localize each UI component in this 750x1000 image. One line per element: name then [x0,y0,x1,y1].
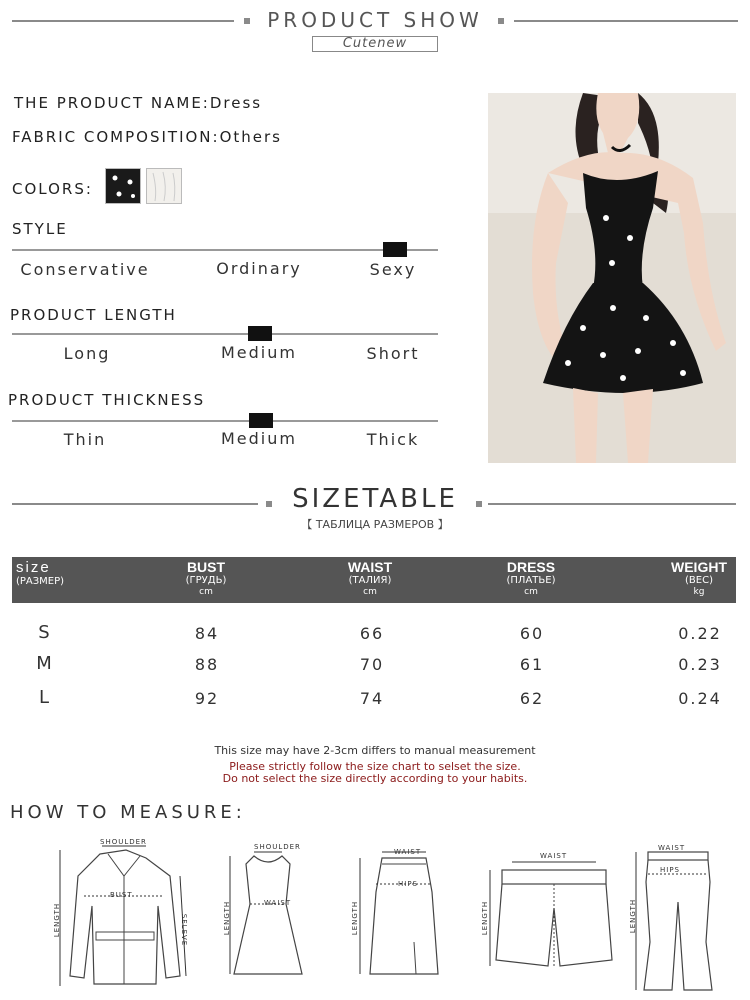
length-slider-knob[interactable] [248,326,272,341]
length-slider-track [12,333,438,335]
header-bust-sub: (ГРУДЬ) [185,575,227,586]
row-s-bust: 84 [194,624,220,643]
header-bust [156,559,256,597]
header-weight [649,559,749,597]
row-m-dress: 61 [519,655,545,674]
skirt-length-label: LENGTH [351,900,360,936]
sizetable-rule-right [488,503,736,505]
color-swatch-black[interactable] [105,168,141,204]
style-slider-knob[interactable] [383,242,407,257]
header-dress-name: DRESS [506,559,556,575]
row-m-waist: 70 [359,655,385,674]
header-rule-right [514,20,738,22]
product-photo [488,93,736,463]
jacket-bust-label: BUST [110,891,133,899]
row-s-weight: 0.22 [678,624,722,643]
header-weight-sub: (ВЕС) [685,575,713,586]
dress-waist-label: WAIST [264,899,292,907]
style-label: STYLE [12,220,68,238]
header-waist-sub: (ТАЛИЯ) [348,575,392,586]
thickness-option-thin: Thin [63,430,107,449]
header-waist [320,559,420,597]
trousers-measure-diagram [628,842,738,994]
length-option-medium: Medium [221,343,297,362]
shorts-outline-icon [478,848,618,978]
color-swatch-white[interactable] [146,168,182,204]
style-option-sexy: Sexy [369,260,417,279]
brand-label: Cutenew [312,36,438,52]
skirt-outline-icon [344,842,454,992]
note-measurement: This size may have 2-3cm differs to manual measurement [214,744,536,757]
header-dress [481,559,581,597]
header-bust-name: BUST [186,559,226,575]
flower-print-icon [106,169,140,203]
style-option-conservative: Conservative [20,260,150,279]
row-m-weight: 0.23 [678,655,722,674]
jacket-shoulder-label: SHOULDER [100,838,147,846]
row-m-bust: 88 [194,655,220,674]
row-l-dress: 62 [519,689,545,708]
header-dress-unit: cm [524,587,538,597]
row-l-size: L [38,687,52,708]
shorts-measure-diagram [478,848,618,978]
product-name-value: Dress [209,94,263,112]
trousers-hips-label: HIPS [660,866,680,874]
thickness-slider-knob[interactable] [249,413,273,428]
thickness-option-thick: Thick [366,430,420,449]
jacket-outline-icon [48,836,198,996]
row-l-weight: 0.24 [678,689,722,708]
dress-model-illustration [488,93,736,463]
row-l-waist: 74 [359,689,385,708]
trousers-outline-icon [628,842,738,994]
trousers-length-label: LENGTH [629,898,638,934]
header-size [4,559,116,588]
header-weight-unit: kg [693,587,705,597]
header-waist-unit: cm [363,587,377,597]
note-habits: Do not select the size directly according to your habits. [222,772,528,785]
thickness-option-medium: Medium [221,429,297,448]
thickness-slider-track [12,420,438,422]
sizetable-subtitle: 【 ТАБЛИЦА РАЗМЕРОВ 】 [301,518,449,531]
header-bust-unit: cm [199,587,213,597]
fabric-composition [12,128,282,146]
row-s-dress: 60 [519,624,545,643]
size-table-header [12,557,736,603]
header-dot-right [498,18,504,24]
style-slider-track [12,249,438,251]
header-waist-name: WAIST [347,559,393,575]
colors-label: COLORS: [12,180,93,198]
length-label: PRODUCT LENGTH [10,306,177,324]
skirt-hips-label: HIPS [398,880,418,888]
length-option-long: Long [63,344,111,363]
style-option-ordinary: Ordinary [216,259,302,278]
fabric-label: FABRIC COMPOSITION: [12,128,220,146]
shorts-length-label: LENGTH [481,900,490,936]
product-name [14,94,262,112]
header-size-sub: (РАЗМЕР) [16,576,65,587]
trousers-waist-label: WAIST [658,844,686,852]
length-option-short: Short [366,344,420,363]
row-s-size: S [38,622,52,643]
dress-outline-icon [218,842,318,992]
page-title: PRODUCT SHOW [267,8,483,32]
skirt-measure-diagram [344,842,454,992]
note-follow-chart: Please strictly follow the size chart to selset the size. [229,760,521,773]
fabric-fold-icon [147,169,181,203]
shorts-waist-label: WAIST [540,852,568,860]
dress-measure-diagram [218,842,318,992]
row-m-size: M [36,653,54,674]
fabric-value: Others [219,128,282,146]
header-size-name: size [16,559,51,576]
dress-shoulder-label: SHOULDER [254,843,301,851]
header-dress-sub: (ПЛАТЬЕ) [506,575,556,586]
how-to-measure-title: HOW TO MEASURE: [10,802,246,823]
sizetable-title: SIZETABLE [292,484,458,514]
jacket-measure-diagram [48,836,198,996]
dress-length-label: LENGTH [223,900,232,936]
header-weight-name: WEIGHT [671,559,727,575]
product-name-label: THE PRODUCT NAME: [14,94,210,112]
row-s-waist: 66 [359,624,385,643]
sizetable-dot-right [476,501,482,507]
jacket-sleeve-label: SELEVE [180,913,189,947]
skirt-waist-label: WAIST [394,848,422,856]
thickness-label: PRODUCT THICKNESS [8,391,206,409]
row-l-bust: 92 [194,689,220,708]
jacket-length-label: LENGTH [53,902,62,938]
